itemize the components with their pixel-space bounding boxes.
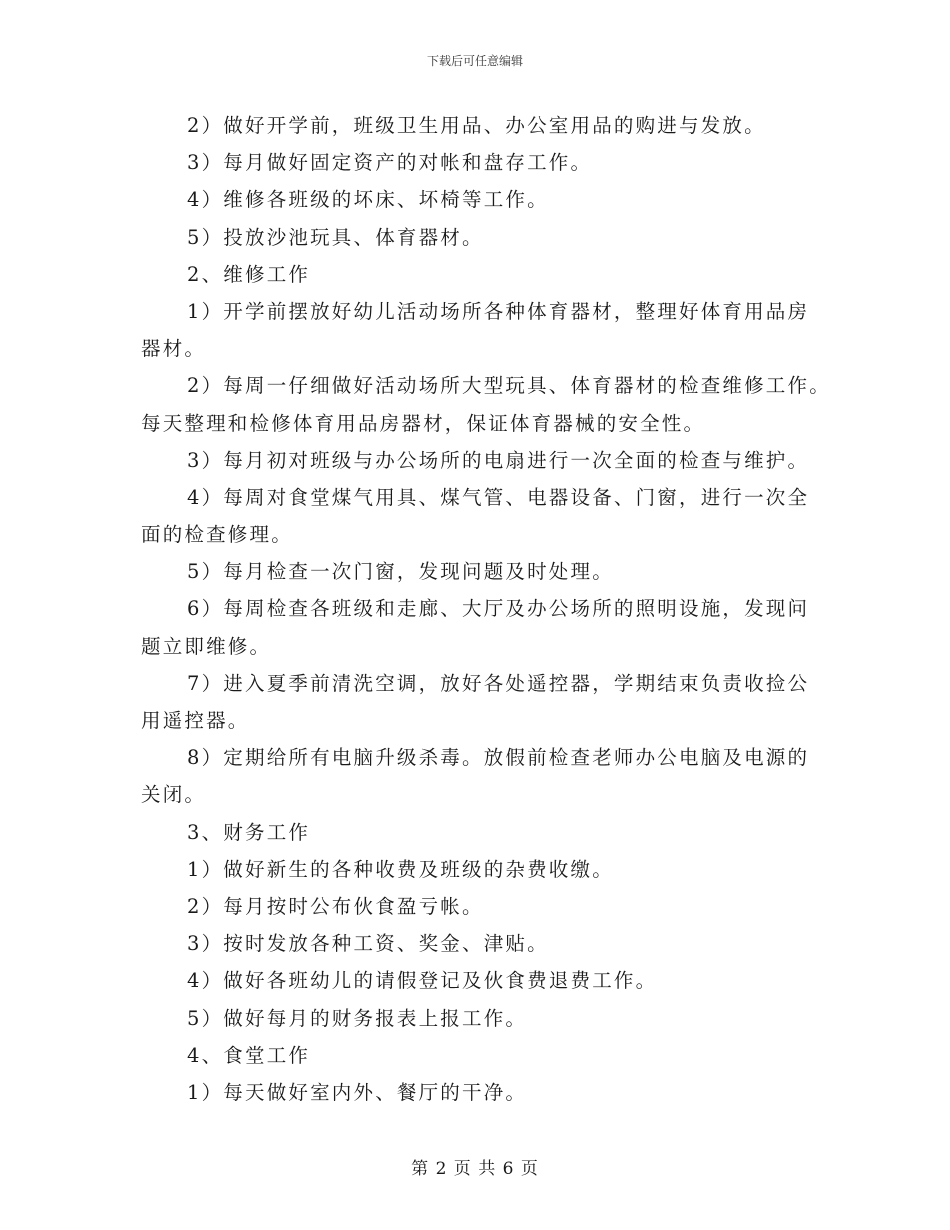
text-line: 3、财务工作: [187, 820, 311, 844]
text-line: 7）进入夏季前清洗空调，放好各处遥控器，学期结束负责收捡公: [187, 671, 810, 695]
text-line: 8）定期给所有电脑升级杀毒。放假前检查老师办公电脑及电源的: [187, 746, 810, 770]
page-header-note: 下载后可任意编辑: [426, 54, 523, 68]
text-line: 1）做好新生的各种收费及班级的杂费收缴。: [187, 857, 614, 881]
text-line: 每天整理和检修体育用品房器材，保证体育器械的安全性。: [141, 411, 706, 435]
text-line: 关闭。: [141, 783, 207, 807]
text-line: 5）投放沙池玩具、体育器材。: [187, 225, 484, 249]
text-line: 4）做好各班幼儿的请假登记及伙食费退费工作。: [187, 969, 658, 993]
text-line: 2）每月按时公布伙食盈亏帐。: [187, 894, 484, 918]
document-body: [141, 107, 831, 1111]
text-line: 器材。: [141, 337, 207, 361]
text-line: 2）做好开学前，班级卫生用品、办公室用品的购进与发放。: [187, 114, 766, 137]
text-line: 5）做好每月的财务报表上报工作。: [187, 1006, 528, 1030]
text-line: 题立即维修。: [141, 634, 272, 658]
text-line: 4）每周对食堂煤气用具、煤气管、电器设备、门窗，进行一次全: [187, 485, 810, 509]
text-line: 3）每月做好固定资产的对帐和盘存工作。: [187, 151, 593, 175]
text-line: 2）每周一仔细做好活动场所大型玩具、体育器材的检查维修工作。: [187, 374, 831, 398]
page-number-footer: 第 2 页 共 6 页: [411, 1159, 539, 1179]
text-line: 4）维修各班级的坏床、坏椅等工作。: [187, 188, 549, 212]
text-line: 3）按时发放各种工资、奖金、津贴。: [187, 932, 549, 956]
text-line: 1）开学前摆放好幼儿活动场所各种体育器材，整理好体育用品房: [187, 299, 810, 323]
text-line: 3）每月初对班级与办公场所的电扇进行一次全面的检查与维护。: [187, 448, 810, 472]
text-line: 用遥控器。: [141, 709, 250, 732]
text-line: 5）每月检查一次门窗，发现问题及时处理。: [187, 560, 614, 584]
text-line: 面的检查修理。: [141, 523, 293, 547]
text-line: 1）每天做好室内外、餐厅的干净。: [187, 1080, 528, 1104]
text-line: 6）每周检查各班级和走廊、大厅及办公场所的照明设施，发现问: [187, 597, 810, 621]
text-line: 2、维修工作: [187, 262, 311, 286]
text-line: 4、食堂工作: [187, 1043, 311, 1067]
